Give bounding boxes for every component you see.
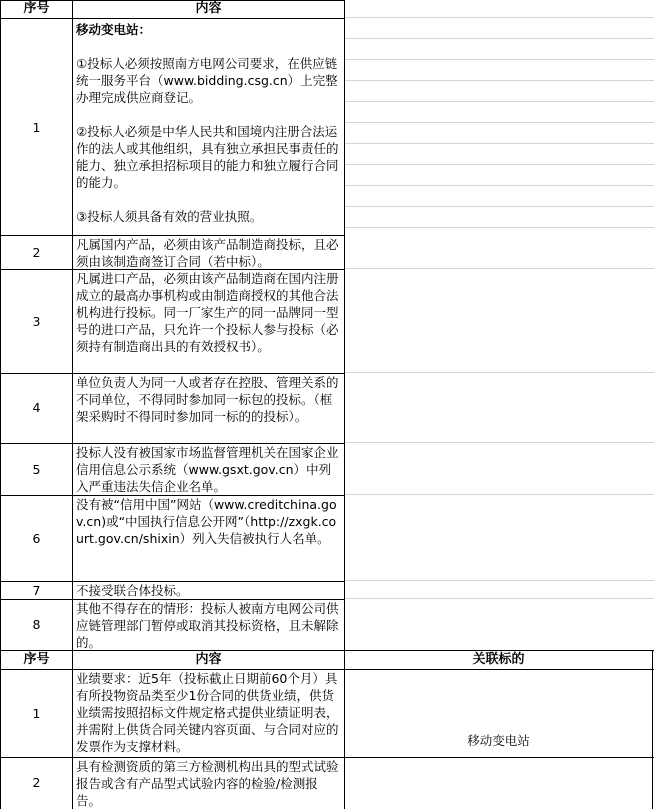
table-cell-content: 不接受联合体投标。 bbox=[76, 583, 189, 598]
cell-paragraph: ②投标人必须是中华人民共和国境内注册合法运作的法人或其他组织，具有独立承担民事责任的能力、独立承担招标项目的能力和独立履行合同的能力。 bbox=[76, 124, 339, 190]
row-number: 8 bbox=[32, 617, 41, 632]
table2-header-no: 序号 bbox=[23, 652, 50, 667]
table-cell-content: 凡属进口产品，必须由该产品制造商在国内注册成立的最高办事机构或由制造商授权的其他合法机构进行投标。同一厂家生产的同一品牌同一型号的进口产品，只允许一个投标人参与投标（必须持有制造商出具的有效授权书）。 bbox=[76, 271, 339, 354]
table1-header-content: 内容 bbox=[195, 1, 222, 16]
row-number: 3 bbox=[32, 314, 41, 329]
row-number: 5 bbox=[32, 462, 41, 477]
row-number: 2 bbox=[32, 245, 41, 260]
table-cell-content bbox=[76, 21, 342, 225]
row-number: 1 bbox=[32, 120, 41, 135]
cell-title: 移动变电站： bbox=[76, 22, 152, 37]
related-item-value: 移动变电站 bbox=[467, 733, 530, 748]
row-number: 4 bbox=[32, 400, 41, 415]
table2-header-related: 关联标的 bbox=[472, 652, 525, 667]
cell-paragraph: ①投标人必须按照南方电网公司要求，在供应链统一服务平台（www.bidding.csg.cn）上完整办理完成供应商登记。 bbox=[76, 56, 338, 105]
row-number: 7 bbox=[32, 583, 41, 598]
cell-paragraph: ③投标人须具备有效的营业执照。 bbox=[76, 209, 263, 224]
table-cell-content: 其他不得存在的情形：投标人被南方电网公司供应链管理部门暂停或取消其投标资格，且未解除的。 bbox=[76, 601, 339, 650]
row-number: 2 bbox=[32, 775, 41, 790]
table-cell-content: 没有被“信用中国”网站（www.creditchina.gov.cn)或“中国执行信息公开网”（http://zxgk.court.gov.cn/shixin）列入失信被执行人名单。 bbox=[76, 497, 337, 546]
table-cell-content: 单位负责人为同一人或者存在控股、管理关系的不同单位，不得同时参加同一标包的投标。（框架采购时不得同时参加同一标的的投标）。 bbox=[76, 375, 339, 424]
table-cell-content: 投标人没有被国家市场监督管理机关在国家企业信用信息公示系统（www.gsxt.gov.cn）中列入严重违法失信企业名单。 bbox=[76, 445, 339, 494]
row-number: 1 bbox=[32, 706, 41, 721]
table-cell-content: 凡属国内产品，必须由该产品制造商投标，且必须由该制造商签订合同（若中标）。 bbox=[76, 237, 339, 269]
row-number: 6 bbox=[32, 531, 41, 546]
table-cell-content: 具有检测资质的第三方检测机构出具的型式试验报告或含有产品型式试验内容的检验/检测报告。 bbox=[76, 759, 339, 808]
table1-header-no: 序号 bbox=[23, 1, 50, 16]
table-cell-content: 业绩要求：近5年（投标截止日期前60个月）具有所投物资品类至少1份合同的供货业绩，供货业绩需按照招标文件规定格式提供业绩证明表，并需附上供货合同关键内容页面、与合同对应的发票作为支撑材料。 bbox=[76, 671, 339, 754]
table2-header-content: 内容 bbox=[195, 652, 222, 667]
